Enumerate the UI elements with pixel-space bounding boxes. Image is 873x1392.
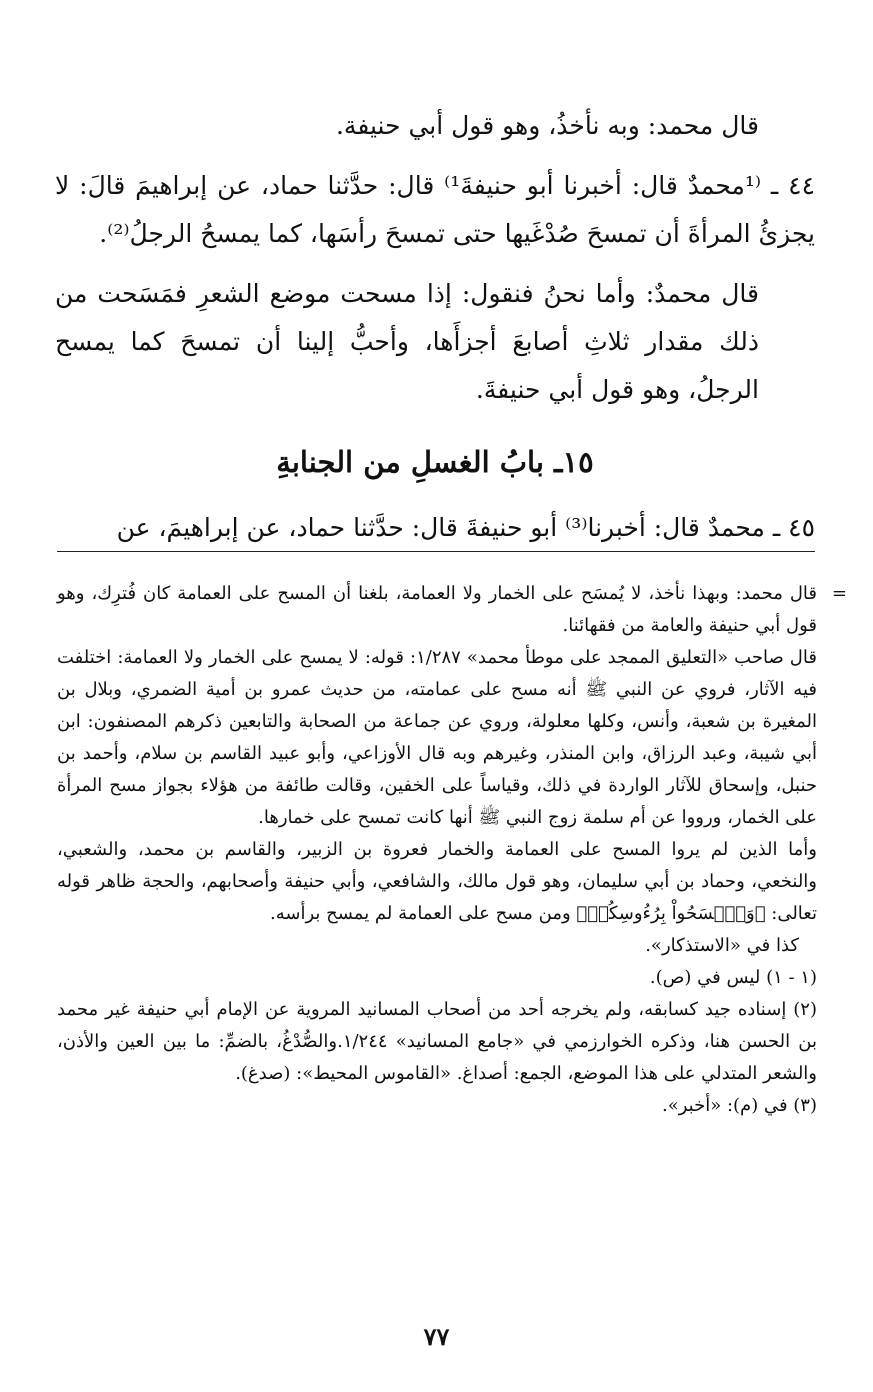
footnote-3: (٣) في (م): «أخبر». [662, 1095, 817, 1116]
paragraph-opinion-2: قال محمدٌ: وأما نحنُ فنقول: إذا مسحت موضع الشعرِ فمَسَحت من ذلك مقدار ثلاثِ أصابعَ أجزأَها، وأحبُّ إلينا أن تمسحَ كما يمسح الرجلُ، وهو قول أبي حنيفةَ. [55, 279, 759, 404]
footnote-continuation-2: قال صاحب «التعليق الممجد على موطأ محمد» ١/٢٨٧: قوله: لا يمسح على الخمار ولا العمامة: اختلفت فيه الآثار، فروي عن النبي ﷺ أنه مسح على عمامته، من حديث عمرو بن أمية الضمري، وبلال بن المغيرة بن شعبة، وأنس، وكلها معلولة، وروي عن جماعة من الصحابة والتابعين ذكرهم المصنفون: ابن أبي شيبة، وعبد الرزاق، وابن المنذر، وغيرهم وبه قال الأوزاعي، وأبو عبيد القاسم بن سلام، وأحمد بن حنبل، وإسحاق للآثار الواردة في ذلك، وقياساً على الخفين، وقالت طائفة من هؤلاء بجواز مسح المرأة على الخمار، ورووا عن أم سلمة زوج النبي ﷺ أنها كانت تمسح على خمارها. [57, 647, 817, 828]
main-text [55, 102, 815, 552]
footnote-1: (١ - ١) ليس في (ص). [649, 967, 817, 988]
footnote-continuation-4: كذا في «الاستذكار». [645, 935, 799, 956]
hadith-44: ٤٤ ـ ⁽¹محمدٌ قال: أخبرنا أبو حنيفةَ¹⁾ قال: حدَّثنا حماد، عن إبراهيمَ قالَ: لا يجزئُ المرأةَ أن تمسحَ صُدْغَيها حتى تمسحَ رأسَها، كما يمسحُ الرجلُ⁽²⁾. [55, 171, 815, 248]
paragraph-opinion-1: قال محمد: وبه نأخذُ، وهو قول أبي حنيفة. [335, 111, 759, 140]
footnote-2: (٢) إسناده جيد كسابقه، ولم يخرجه أحد من أصحاب المسانيد المروية عن الإمام أبي حنيفة غير محمد بن الحسن هنا، وذكره الخوارزمي في «جامع المسانيد» ١/٢٤٤.والصُّدْغُ، بالضمِّ: ما بين العين والأذن، والشعر المتدلي على هذا الموضع، الجمع: أصداغ. «القاموس المحيط»: (صدغ). [57, 999, 817, 1084]
continuation-mark: = [831, 583, 847, 604]
footnote-divider [57, 551, 815, 552]
footnote-continuation-3: وأما الذين لم يروا المسح على العمامة والخمار فعروة بن الزبير، والقاسم بن محمد، والشعبي، والنخعي، وحماد بن أبي سليمان، وهو قول مالك، والشافعي، وأبي حنيفة وأصحابهم، والحجة ظاهر قوله تعالى: ﴿وَٱمۡسَحُواْ بِرُءُوسِكُمۡ﴾ ومن مسح على العمامة لم يمسح برأسه. [57, 839, 817, 924]
page-number: ٧٧ [423, 1322, 450, 1351]
footnotes [57, 578, 847, 1122]
chapter-heading: ١٥ـ بابُ الغسلِ من الجنابةِ [276, 445, 594, 479]
hadith-45: ٤٥ ـ محمدٌ قال: أخبرنا⁽³⁾ أبو حنيفةَ قال: حدَّثنا حماد، عن إبراهيمَ، عن [116, 513, 815, 542]
footnote-continuation-1: قال محمد: وبهذا نأخذ، لا يُمسَح على الخمار ولا العمامة، بلغنا أن المسح على العمامة كان فُترِك، وهو قول أبي حنيفة والعامة من فقهائنا. [57, 583, 817, 636]
